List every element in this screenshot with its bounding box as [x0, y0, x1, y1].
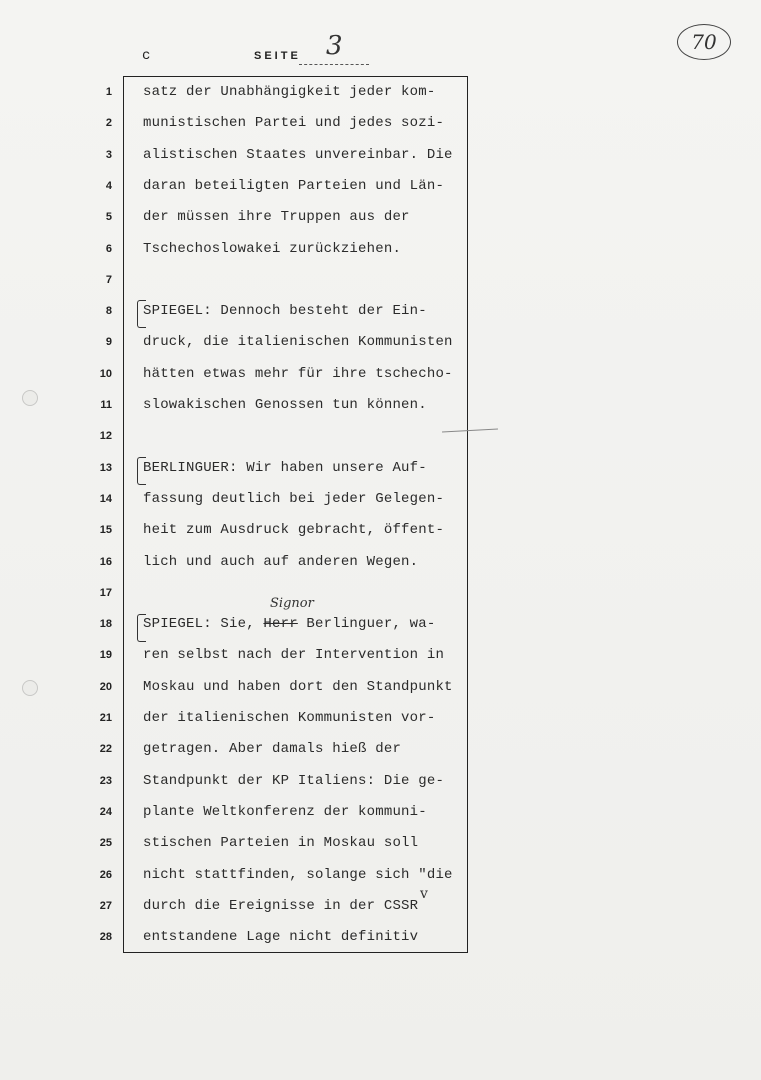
line-number: 10 [99, 367, 112, 380]
line-number: 18 [99, 618, 112, 631]
line-number: 17 [99, 586, 112, 599]
archive-page-stamp: 70 [677, 24, 731, 60]
text-line [143, 616, 435, 632]
text-fragment: SPIEGEL: Sie, [143, 616, 264, 633]
line-number: 7 [105, 273, 112, 286]
line-number: 14 [99, 492, 112, 505]
line-number: 21 [99, 712, 112, 724]
line-number: 2 [105, 117, 112, 130]
line-number: 16 [99, 555, 112, 568]
line-number: 27 [99, 899, 112, 912]
text-line: lich und auch auf anderen Wegen. [143, 553, 419, 570]
text-line: SPIEGEL: Dennoch besteht der Ein- [143, 303, 427, 320]
line-number: 22 [99, 743, 112, 756]
line-number: 26 [99, 868, 112, 881]
page-number: 3 [326, 31, 343, 61]
line-number: 24 [99, 805, 112, 818]
text-line: Tschechoslowakei zurückziehen. [143, 240, 402, 257]
text-line: getragen. Aber damals hieß der [143, 741, 402, 758]
punch-hole-top [22, 390, 38, 406]
text-line: plante Weltkonferenz der kommuni- [143, 803, 427, 820]
line-number: 12 [99, 430, 112, 443]
line-number: 28 [99, 931, 112, 944]
punch-hole-bottom [22, 680, 38, 696]
seite-label: SEITE [254, 50, 301, 62]
text-line: der italienischen Kommunisten vor- [143, 710, 436, 726]
text-fragment: Berlinguer, wa- [297, 616, 436, 633]
text-line: stischen Parteien in Moskau soll [143, 835, 419, 852]
text-line: munistischen Partei und jedes sozi- [143, 115, 445, 132]
line-number: 6 [105, 242, 112, 255]
line-number: 9 [105, 336, 112, 349]
line-number: 23 [99, 774, 112, 787]
text-frame [123, 76, 468, 953]
line-number: 5 [105, 211, 112, 224]
text-line: heit zum Ausdruck gebracht, öffent- [143, 522, 445, 539]
line-number: 1 [105, 86, 112, 98]
handwritten-insert: Signor [270, 596, 314, 611]
line-number: 25 [99, 837, 112, 850]
text-line: druck, die italienischen Kommunisten [143, 334, 453, 351]
column-letter: c [142, 48, 151, 64]
page-number-underline [299, 64, 369, 65]
text-line: satz der Unabhängigkeit jeder kom- [143, 84, 436, 100]
line-number: 11 [100, 399, 112, 411]
text-line: alistischen Staates unvereinbar. Die [143, 146, 453, 163]
text-line: fassung deutlich bei jeder Gelegen- [143, 490, 445, 507]
text-line: slowakischen Genossen tun können. [143, 397, 427, 413]
text-line: ren selbst nach der Intervention in [143, 647, 445, 664]
text-line: entstandene Lage nicht definitiv [143, 929, 419, 946]
line-number: 19 [99, 649, 112, 662]
text-line: durch die Ereignisse in der CSSR [143, 897, 419, 914]
text-line: Standpunkt der KP Italiens: Die ge- [143, 772, 445, 789]
text-line: hätten etwas mehr für ihre tschecho- [143, 365, 453, 382]
line-number: 3 [105, 148, 112, 161]
text-line: daran beteiligten Parteien und Län- [143, 177, 445, 194]
text-line: der müssen ihre Truppen aus der [143, 209, 410, 226]
text-line: Moskau und haben dort den Standpunkt [143, 678, 453, 695]
struck-word: Herr [263, 616, 298, 633]
text-line: nicht stattfinden, solange sich "die [143, 866, 453, 883]
line-number: 15 [99, 524, 112, 537]
handwritten-caron: v [420, 886, 428, 902]
line-number: 8 [105, 305, 112, 318]
line-number: 13 [99, 461, 112, 474]
line-number: 20 [99, 680, 112, 693]
line-number: 4 [105, 179, 112, 192]
text-line: BERLINGUER: Wir haben unsere Auf- [143, 459, 427, 476]
